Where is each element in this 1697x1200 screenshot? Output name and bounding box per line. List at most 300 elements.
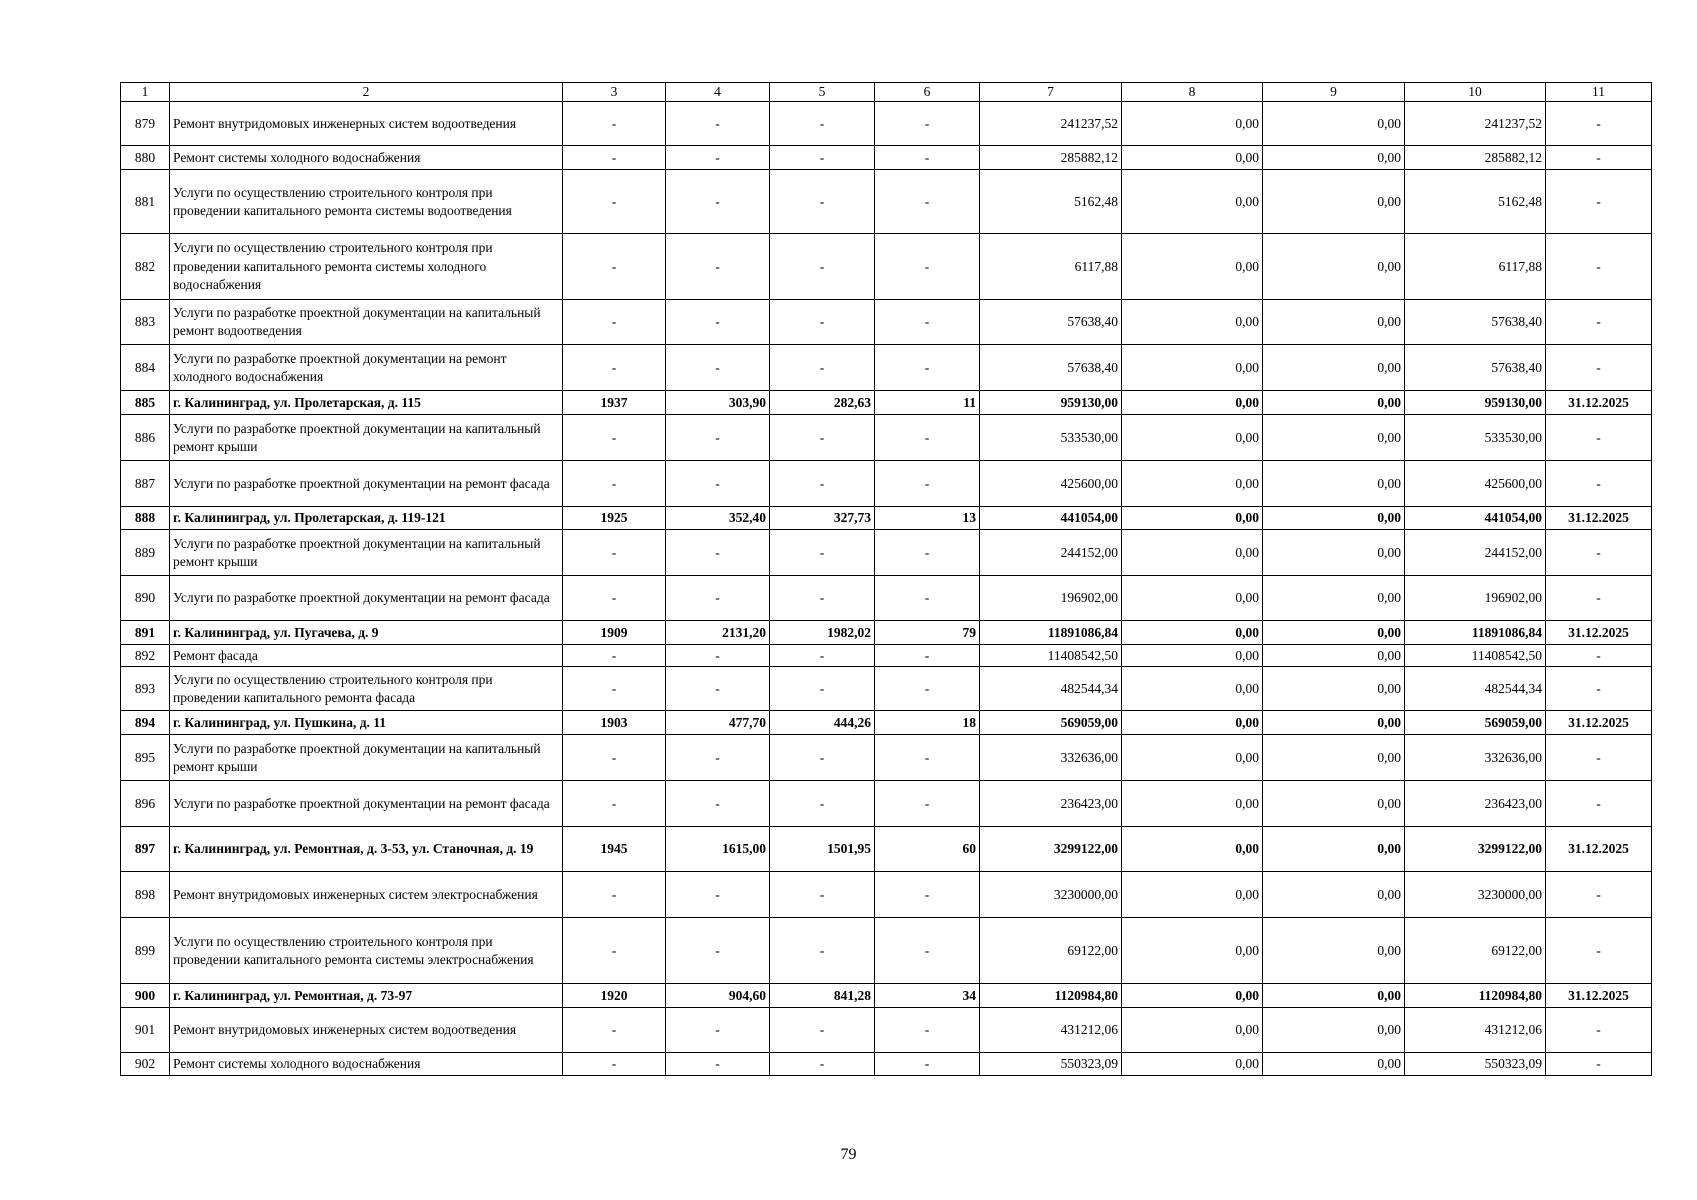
fund-cell: 0,00 (1122, 781, 1263, 827)
total-cost-cell: 3299122,00 (980, 827, 1122, 872)
deadline-cell: 31.12.2025 (1546, 984, 1652, 1008)
table-body (121, 102, 1652, 1076)
deadline-cell: - (1546, 667, 1652, 711)
column-number-8: 8 (1122, 83, 1263, 102)
total-cost-cell: 332636,00 (980, 735, 1122, 781)
living-area-cell: 841,28 (770, 984, 875, 1008)
total-cost-cell: 196902,00 (980, 576, 1122, 621)
owner-funds-cell: 236423,00 (1405, 781, 1546, 827)
residents-cell: - (875, 234, 980, 300)
table-row (121, 1053, 1652, 1076)
residents-cell: 60 (875, 827, 980, 872)
year-cell: - (563, 461, 666, 507)
area-cell: - (666, 918, 770, 984)
work-name: Услуги по разработке проектной документации на капитальный ремонт крыши (170, 735, 563, 781)
living-area-cell: - (770, 146, 875, 170)
owner-funds-cell: 57638,40 (1405, 300, 1546, 345)
year-cell: 1945 (563, 827, 666, 872)
table-row (121, 781, 1652, 827)
budget-cell: 0,00 (1263, 984, 1405, 1008)
work-name: Услуги по осуществлению строительного контроля при проведении капитального ремонта системы электроснабжения (170, 918, 563, 984)
work-name: г. Калининград, ул. Ремонтная, д. 73-97 (170, 984, 563, 1008)
living-area-cell: 444,26 (770, 711, 875, 735)
total-cost-cell: 5162,48 (980, 170, 1122, 234)
residents-cell: - (875, 102, 980, 146)
year-cell: - (563, 735, 666, 781)
area-cell: - (666, 576, 770, 621)
owner-funds-cell: 441054,00 (1405, 507, 1546, 530)
work-name: Ремонт внутридомовых инженерных систем водоотведения (170, 1008, 563, 1053)
fund-cell: 0,00 (1122, 146, 1263, 170)
residents-cell: 18 (875, 711, 980, 735)
year-cell: 1903 (563, 711, 666, 735)
area-cell: - (666, 234, 770, 300)
deadline-cell: - (1546, 1008, 1652, 1053)
total-cost-cell: 11891086,84 (980, 621, 1122, 645)
budget-cell: 0,00 (1263, 645, 1405, 667)
residents-cell: - (875, 667, 980, 711)
row-number: 885 (121, 391, 170, 415)
budget-cell: 0,00 (1263, 345, 1405, 391)
total-cost-cell: 550323,09 (980, 1053, 1122, 1076)
living-area-cell: - (770, 781, 875, 827)
area-cell: - (666, 461, 770, 507)
work-name: Ремонт фасада (170, 645, 563, 667)
total-cost-cell: 569059,00 (980, 711, 1122, 735)
fund-cell: 0,00 (1122, 984, 1263, 1008)
area-cell: - (666, 530, 770, 576)
work-name: г. Калининград, ул. Пушкина, д. 11 (170, 711, 563, 735)
area-cell: - (666, 102, 770, 146)
work-name: Услуги по разработке проектной документации на капитальный ремонт крыши (170, 530, 563, 576)
table-row (121, 146, 1652, 170)
row-number: 901 (121, 1008, 170, 1053)
table-row (121, 735, 1652, 781)
fund-cell: 0,00 (1122, 645, 1263, 667)
owner-funds-cell: 3230000,00 (1405, 872, 1546, 918)
owner-funds-cell: 11408542,50 (1405, 645, 1546, 667)
deadline-cell: - (1546, 345, 1652, 391)
area-cell: - (666, 1053, 770, 1076)
owner-funds-cell: 482544,34 (1405, 667, 1546, 711)
budget-cell: 0,00 (1263, 1008, 1405, 1053)
total-cost-cell: 11408542,50 (980, 645, 1122, 667)
work-name: Ремонт системы холодного водоснабжения (170, 146, 563, 170)
living-area-cell: - (770, 300, 875, 345)
year-cell: 1920 (563, 984, 666, 1008)
residents-cell: - (875, 170, 980, 234)
fund-cell: 0,00 (1122, 1053, 1263, 1076)
owner-funds-cell: 241237,52 (1405, 102, 1546, 146)
budget-cell: 0,00 (1263, 461, 1405, 507)
budget-cell: 0,00 (1263, 507, 1405, 530)
owner-funds-cell: 425600,00 (1405, 461, 1546, 507)
budget-cell: 0,00 (1263, 667, 1405, 711)
table-row (121, 827, 1652, 872)
area-cell: - (666, 645, 770, 667)
residents-cell: 11 (875, 391, 980, 415)
row-number: 884 (121, 345, 170, 391)
row-number: 893 (121, 667, 170, 711)
row-number: 899 (121, 918, 170, 984)
residents-cell: 13 (875, 507, 980, 530)
deadline-cell: - (1546, 645, 1652, 667)
row-number: 887 (121, 461, 170, 507)
year-cell: - (563, 170, 666, 234)
fund-cell: 0,00 (1122, 1008, 1263, 1053)
area-cell: 352,40 (666, 507, 770, 530)
deadline-cell: - (1546, 300, 1652, 345)
fund-cell: 0,00 (1122, 667, 1263, 711)
residents-cell: - (875, 918, 980, 984)
residents-cell: - (875, 530, 980, 576)
table-row (121, 507, 1652, 530)
fund-cell: 0,00 (1122, 918, 1263, 984)
budget-cell: 0,00 (1263, 576, 1405, 621)
living-area-cell: - (770, 530, 875, 576)
year-cell: - (563, 415, 666, 461)
row-number: 882 (121, 234, 170, 300)
owner-funds-cell: 196902,00 (1405, 576, 1546, 621)
row-number: 888 (121, 507, 170, 530)
total-cost-cell: 482544,34 (980, 667, 1122, 711)
owner-funds-cell: 332636,00 (1405, 735, 1546, 781)
budget-cell: 0,00 (1263, 102, 1405, 146)
work-name: Услуги по разработке проектной документации на капитальный ремонт крыши (170, 415, 563, 461)
budget-cell: 0,00 (1263, 234, 1405, 300)
work-name: Услуги по разработке проектной документации на ремонт фасада (170, 781, 563, 827)
column-number-10: 10 (1405, 83, 1546, 102)
total-cost-cell: 533530,00 (980, 415, 1122, 461)
living-area-cell: - (770, 234, 875, 300)
row-number: 880 (121, 146, 170, 170)
budget-cell: 0,00 (1263, 621, 1405, 645)
owner-funds-cell: 57638,40 (1405, 345, 1546, 391)
column-number-7: 7 (980, 83, 1122, 102)
fund-cell: 0,00 (1122, 827, 1263, 872)
year-cell: 1909 (563, 621, 666, 645)
table-row (121, 711, 1652, 735)
column-number-2: 2 (170, 83, 563, 102)
year-cell: - (563, 918, 666, 984)
data-table (120, 82, 1652, 1076)
residents-cell: - (875, 1053, 980, 1076)
living-area-cell: - (770, 918, 875, 984)
work-name: Услуги по разработке проектной документации на капитальный ремонт водоотведения (170, 300, 563, 345)
table-row (121, 576, 1652, 621)
work-name: Услуги по разработке проектной документации на ремонт холодного водоснабжения (170, 345, 563, 391)
row-number: 891 (121, 621, 170, 645)
budget-cell: 0,00 (1263, 1053, 1405, 1076)
owner-funds-cell: 3299122,00 (1405, 827, 1546, 872)
year-cell: - (563, 300, 666, 345)
residents-cell: - (875, 645, 980, 667)
row-number: 886 (121, 415, 170, 461)
work-name: Ремонт внутридомовых инженерных систем электроснабжения (170, 872, 563, 918)
total-cost-cell: 57638,40 (980, 345, 1122, 391)
budget-cell: 0,00 (1263, 415, 1405, 461)
row-number: 883 (121, 300, 170, 345)
fund-cell: 0,00 (1122, 170, 1263, 234)
deadline-cell: - (1546, 234, 1652, 300)
fund-cell: 0,00 (1122, 530, 1263, 576)
owner-funds-cell: 1120984,80 (1405, 984, 1546, 1008)
owner-funds-cell: 6117,88 (1405, 234, 1546, 300)
year-cell: - (563, 872, 666, 918)
column-number-11: 11 (1546, 83, 1652, 102)
living-area-cell: - (770, 170, 875, 234)
area-cell: - (666, 415, 770, 461)
budget-cell: 0,00 (1263, 300, 1405, 345)
work-name: Ремонт системы холодного водоснабжения (170, 1053, 563, 1076)
residents-cell: - (875, 576, 980, 621)
owner-funds-cell: 569059,00 (1405, 711, 1546, 735)
budget-cell: 0,00 (1263, 735, 1405, 781)
area-cell: - (666, 146, 770, 170)
residents-cell: 34 (875, 984, 980, 1008)
row-number: 881 (121, 170, 170, 234)
area-cell: - (666, 735, 770, 781)
work-name: Услуги по осуществлению строительного контроля при проведении капитального ремонта системы холодного водоснабжения (170, 234, 563, 300)
total-cost-cell: 3230000,00 (980, 872, 1122, 918)
fund-cell: 0,00 (1122, 576, 1263, 621)
residents-cell: - (875, 415, 980, 461)
fund-cell: 0,00 (1122, 300, 1263, 345)
living-area-cell: - (770, 345, 875, 391)
area-cell: 303,90 (666, 391, 770, 415)
column-number-5: 5 (770, 83, 875, 102)
deadline-cell: 31.12.2025 (1546, 507, 1652, 530)
owner-funds-cell: 959130,00 (1405, 391, 1546, 415)
residents-cell: - (875, 461, 980, 507)
budget-cell: 0,00 (1263, 781, 1405, 827)
deadline-cell: - (1546, 102, 1652, 146)
area-cell: - (666, 170, 770, 234)
table-row (121, 345, 1652, 391)
fund-cell: 0,00 (1122, 711, 1263, 735)
budget-cell: 0,00 (1263, 170, 1405, 234)
year-cell: - (563, 781, 666, 827)
residents-cell: - (875, 735, 980, 781)
table-row (121, 984, 1652, 1008)
total-cost-cell: 241237,52 (980, 102, 1122, 146)
fund-cell: 0,00 (1122, 461, 1263, 507)
budget-cell: 0,00 (1263, 827, 1405, 872)
living-area-cell: 327,73 (770, 507, 875, 530)
total-cost-cell: 425600,00 (980, 461, 1122, 507)
area-cell: 477,70 (666, 711, 770, 735)
total-cost-cell: 959130,00 (980, 391, 1122, 415)
living-area-cell: 1982,02 (770, 621, 875, 645)
row-number: 892 (121, 645, 170, 667)
row-number: 894 (121, 711, 170, 735)
owner-funds-cell: 244152,00 (1405, 530, 1546, 576)
year-cell: - (563, 1053, 666, 1076)
deadline-cell: - (1546, 781, 1652, 827)
table-row (121, 391, 1652, 415)
deadline-cell: 31.12.2025 (1546, 827, 1652, 872)
table-row (121, 530, 1652, 576)
total-cost-cell: 441054,00 (980, 507, 1122, 530)
row-number: 898 (121, 872, 170, 918)
year-cell: - (563, 1008, 666, 1053)
area-cell: - (666, 667, 770, 711)
row-number: 897 (121, 827, 170, 872)
total-cost-cell: 1120984,80 (980, 984, 1122, 1008)
fund-cell: 0,00 (1122, 872, 1263, 918)
fund-cell: 0,00 (1122, 234, 1263, 300)
table-row (121, 234, 1652, 300)
total-cost-cell: 431212,06 (980, 1008, 1122, 1053)
total-cost-cell: 244152,00 (980, 530, 1122, 576)
year-cell: - (563, 234, 666, 300)
work-name: г. Калининград, ул. Пугачева, д. 9 (170, 621, 563, 645)
table-row (121, 872, 1652, 918)
table-row (121, 170, 1652, 234)
budget-cell: 0,00 (1263, 146, 1405, 170)
living-area-cell: - (770, 872, 875, 918)
owner-funds-cell: 550323,09 (1405, 1053, 1546, 1076)
table-row (121, 1008, 1652, 1053)
deadline-cell: - (1546, 170, 1652, 234)
owner-funds-cell: 431212,06 (1405, 1008, 1546, 1053)
budget-cell: 0,00 (1263, 530, 1405, 576)
area-cell: - (666, 872, 770, 918)
table-row (121, 102, 1652, 146)
year-cell: - (563, 645, 666, 667)
row-number: 900 (121, 984, 170, 1008)
owner-funds-cell: 533530,00 (1405, 415, 1546, 461)
area-cell: 2131,20 (666, 621, 770, 645)
deadline-cell: - (1546, 872, 1652, 918)
deadline-cell: 31.12.2025 (1546, 621, 1652, 645)
fund-cell: 0,00 (1122, 345, 1263, 391)
deadline-cell: - (1546, 735, 1652, 781)
work-name: Услуги по осуществлению строительного контроля при проведении капитального ремонта фасада (170, 667, 563, 711)
deadline-cell: 31.12.2025 (1546, 391, 1652, 415)
owner-funds-cell: 5162,48 (1405, 170, 1546, 234)
year-cell: - (563, 667, 666, 711)
residents-cell: - (875, 781, 980, 827)
living-area-cell: - (770, 461, 875, 507)
total-cost-cell: 57638,40 (980, 300, 1122, 345)
work-name: г. Калининград, ул. Ремонтная, д. 3-53, ул. Станочная, д. 19 (170, 827, 563, 872)
table-row (121, 621, 1652, 645)
year-cell: - (563, 102, 666, 146)
table-row (121, 918, 1652, 984)
fund-cell: 0,00 (1122, 102, 1263, 146)
residents-cell: - (875, 146, 980, 170)
row-number: 890 (121, 576, 170, 621)
work-name: Услуги по разработке проектной документации на ремонт фасада (170, 576, 563, 621)
table-row (121, 415, 1652, 461)
column-number-9: 9 (1263, 83, 1405, 102)
residents-cell: - (875, 872, 980, 918)
header-row (121, 83, 1652, 102)
residents-cell: - (875, 300, 980, 345)
total-cost-cell: 69122,00 (980, 918, 1122, 984)
table-row (121, 461, 1652, 507)
column-number-1: 1 (121, 83, 170, 102)
deadline-cell: - (1546, 415, 1652, 461)
work-name: Услуги по разработке проектной документации на ремонт фасада (170, 461, 563, 507)
year-cell: - (563, 146, 666, 170)
year-cell: 1937 (563, 391, 666, 415)
work-name: Услуги по осуществлению строительного контроля при проведении капитального ремонта системы водоотведения (170, 170, 563, 234)
deadline-cell: 31.12.2025 (1546, 711, 1652, 735)
deadline-cell: - (1546, 146, 1652, 170)
area-cell: - (666, 300, 770, 345)
column-number-3: 3 (563, 83, 666, 102)
owner-funds-cell: 285882,12 (1405, 146, 1546, 170)
area-cell: 1615,00 (666, 827, 770, 872)
table-row (121, 300, 1652, 345)
deadline-cell: - (1546, 461, 1652, 507)
year-cell: - (563, 576, 666, 621)
fund-cell: 0,00 (1122, 735, 1263, 781)
living-area-cell: 282,63 (770, 391, 875, 415)
living-area-cell: - (770, 1008, 875, 1053)
living-area-cell: 1501,95 (770, 827, 875, 872)
area-cell: - (666, 1008, 770, 1053)
area-cell: - (666, 345, 770, 391)
total-cost-cell: 236423,00 (980, 781, 1122, 827)
year-cell: - (563, 530, 666, 576)
year-cell: 1925 (563, 507, 666, 530)
owner-funds-cell: 69122,00 (1405, 918, 1546, 984)
living-area-cell: - (770, 415, 875, 461)
fund-cell: 0,00 (1122, 621, 1263, 645)
deadline-cell: - (1546, 918, 1652, 984)
budget-cell: 0,00 (1263, 918, 1405, 984)
fund-cell: 0,00 (1122, 415, 1263, 461)
row-number: 896 (121, 781, 170, 827)
column-number-6: 6 (875, 83, 980, 102)
living-area-cell: - (770, 667, 875, 711)
row-number: 879 (121, 102, 170, 146)
column-number-4: 4 (666, 83, 770, 102)
table-row (121, 667, 1652, 711)
total-cost-cell: 285882,12 (980, 146, 1122, 170)
work-name: г. Калининград, ул. Пролетарская, д. 119-121 (170, 507, 563, 530)
residents-cell: - (875, 1008, 980, 1053)
living-area-cell: - (770, 576, 875, 621)
living-area-cell: - (770, 1053, 875, 1076)
row-number: 902 (121, 1053, 170, 1076)
budget-cell: 0,00 (1263, 711, 1405, 735)
deadline-cell: - (1546, 530, 1652, 576)
living-area-cell: - (770, 102, 875, 146)
work-name: Ремонт внутридомовых инженерных систем водоотведения (170, 102, 563, 146)
residents-cell: - (875, 345, 980, 391)
fund-cell: 0,00 (1122, 391, 1263, 415)
area-cell: - (666, 781, 770, 827)
deadline-cell: - (1546, 576, 1652, 621)
residents-cell: 79 (875, 621, 980, 645)
row-number: 889 (121, 530, 170, 576)
table-row (121, 645, 1652, 667)
budget-cell: 0,00 (1263, 391, 1405, 415)
page-number: 79 (840, 1146, 857, 1163)
work-name: г. Калининград, ул. Пролетарская, д. 115 (170, 391, 563, 415)
living-area-cell: - (770, 645, 875, 667)
row-number: 895 (121, 735, 170, 781)
owner-funds-cell: 11891086,84 (1405, 621, 1546, 645)
living-area-cell: - (770, 735, 875, 781)
deadline-cell: - (1546, 1053, 1652, 1076)
fund-cell: 0,00 (1122, 507, 1263, 530)
area-cell: 904,60 (666, 984, 770, 1008)
